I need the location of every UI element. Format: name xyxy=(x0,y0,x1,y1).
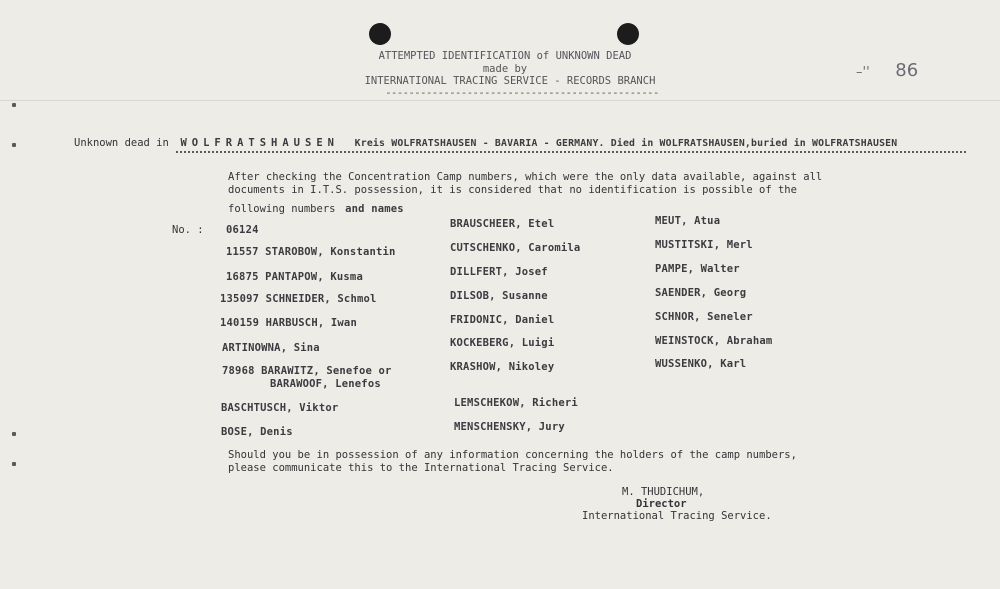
col1-entry xyxy=(226,224,259,236)
person-name: PANTAPOW, Kusma xyxy=(265,271,363,283)
header-rule: ----------------------------------------------- xyxy=(385,87,659,99)
camp-number: 78968 xyxy=(222,365,255,377)
col3-entry: SCHNOR, Seneler xyxy=(655,311,753,323)
col2-entry: DILLFERT, Josef xyxy=(450,266,548,278)
person-name: HARBUSCH, Iwan xyxy=(265,317,357,329)
col1-entry xyxy=(221,426,293,438)
intro-line-2: documents in I.T.S. possession, it is considered that no identification is possible of the xyxy=(228,184,797,196)
intro-line-3-addition: and names xyxy=(345,203,404,215)
col1-entry xyxy=(222,342,320,354)
person-name: BOSE, Denis xyxy=(221,426,293,438)
camp-number: 11557 xyxy=(226,246,259,258)
header-title: ATTEMPTED IDENTIFICATION of UNKNOWN DEAD xyxy=(378,50,632,62)
closing-line-2: please communicate this to the International Tracing Service. xyxy=(228,462,614,474)
person-name: BASCHTUSCH, Viktor xyxy=(221,402,339,414)
col2-entry: KOCKEBERG, Luigi xyxy=(450,337,555,349)
col1-entry xyxy=(220,293,377,305)
number-label: No. : xyxy=(172,224,204,236)
col2-entry: KRASHOW, Nikoley xyxy=(450,361,555,373)
col3-entry: WEINSTOCK, Abraham xyxy=(655,335,773,347)
col1-entry xyxy=(221,402,338,414)
col1-entry xyxy=(226,246,396,258)
camp-number: 135097 xyxy=(220,293,260,305)
margin-mark xyxy=(12,143,16,147)
col2-entry: CUTSCHENKO, Caromila xyxy=(450,242,581,254)
signature-name: M. THUDICHUM, xyxy=(622,486,705,498)
col3-entry: PAMPE, Walter xyxy=(655,263,740,275)
camp-number: 06124 xyxy=(226,224,259,236)
header-made-by: made by xyxy=(482,63,528,75)
col1-entry xyxy=(226,271,363,283)
place-dotted-rule xyxy=(176,151,966,153)
page-number-block xyxy=(856,60,918,81)
place-line xyxy=(74,131,970,150)
col2-entry: BRAUSCHEER, Etel xyxy=(450,218,555,230)
closing-line-1: Should you be in possession of any information concerning the holders of the camp numbers, xyxy=(228,449,797,461)
paper-fold-line xyxy=(0,100,1000,101)
place-details: Kreis WOLFRATSHAUSEN - BAVARIA - GERMANY. Died in WOLFRATSHAUSEN,buried in WOLFRATSHAUSEN xyxy=(354,138,898,149)
person-name: BARAWITZ, Senefoe or xyxy=(261,365,392,377)
col3-entry: WUSSENKO, Karl xyxy=(655,358,747,370)
place-name: WOLFRATSHAUSEN xyxy=(180,137,339,149)
camp-number: 140159 xyxy=(220,317,260,329)
col1-entry xyxy=(220,317,357,329)
col3-entry: MEUT, Atua xyxy=(655,215,721,227)
punch-hole-right xyxy=(617,23,639,45)
margin-mark xyxy=(12,432,16,436)
header-organization: INTERNATIONAL TRACING SERVICE - RECORDS BRANCH xyxy=(364,75,656,87)
page-number: 86 xyxy=(895,60,919,81)
col2-entry: LEMSCHEKOW, Richeri xyxy=(454,397,578,409)
col2-entry: DILSOB, Susanne xyxy=(450,290,548,302)
camp-number: 16875 xyxy=(226,271,259,283)
person-name: STAROBOW, Konstantin xyxy=(265,246,396,258)
page-number-prefix: –'' xyxy=(856,65,870,80)
person-name-alias: BARAWOOF, Lenefos xyxy=(270,378,381,390)
col3-entry: SAENDER, Georg xyxy=(655,287,747,299)
col2-entry: MENSCHENSKY, Jury xyxy=(454,421,565,433)
place-prefix: Unknown dead in xyxy=(74,137,169,149)
signature-organization: International Tracing Service. xyxy=(582,510,772,522)
signature-title: Director xyxy=(636,498,687,510)
punch-hole-left xyxy=(369,23,391,45)
margin-mark xyxy=(12,103,16,107)
intro-line-1: After checking the Concentration Camp numbers, which were the only data available, against all xyxy=(228,171,823,183)
person-name: SCHNEIDER, Schmol xyxy=(265,293,377,305)
margin-mark xyxy=(12,462,16,466)
col1-entry xyxy=(222,365,392,377)
intro-line-3-text: following numbers xyxy=(228,203,336,215)
col3-entry: MUSTITSKI, Merl xyxy=(655,239,753,251)
intro-line-3 xyxy=(228,197,404,216)
col1-entry-continued xyxy=(270,378,381,390)
col2-entry: FRIDONIC, Daniel xyxy=(450,314,555,326)
person-name: ARTINOWNA, Sina xyxy=(222,342,320,354)
